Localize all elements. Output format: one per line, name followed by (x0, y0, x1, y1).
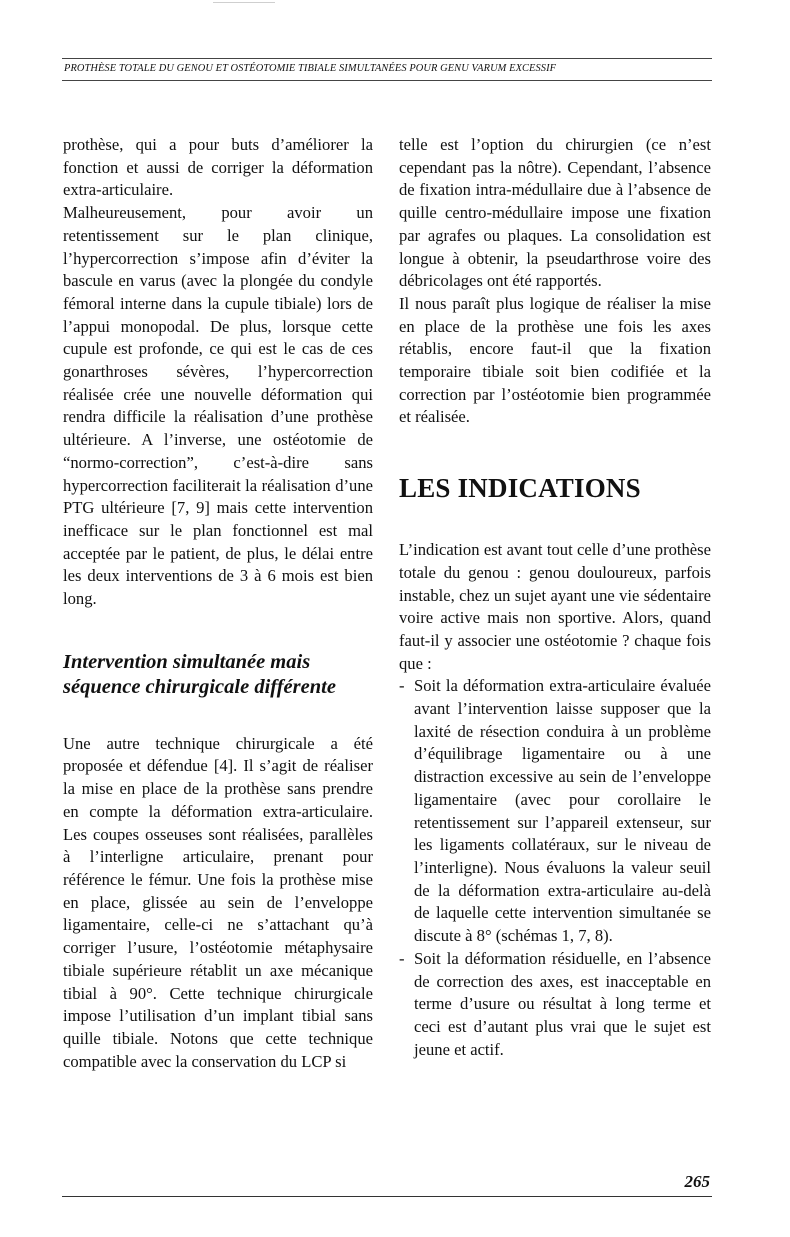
paragraph: L’indication est avant tout celle d’une prothèse totale du genou : genou douloureux, parfois instable, chez un sujet ayant une vie sédentaire voire active mais non sportive. Alors, quand faut-il y associer une ostéotomie ? chaque fois que : (399, 540, 711, 673)
paragraph: Il nous paraît plus logique de réaliser la mise en place de la prothèse une fois les axes rétablis, encore faut-il que la fixation temporaire tibiale soit bien codifiée et la correction par l’ostéotomie bien programmée et réalisée. (399, 293, 711, 427)
section-heading: LES INDICATIONS (399, 473, 641, 504)
running-head: PROTHÈSE TOTALE DU GENOU ET OSTÉOTOMIE TIBIALE SIMULTANÉES POUR GENU VARUM EXCESSIF (64, 63, 557, 74)
list-dash: - (399, 676, 405, 696)
header-rule-bottom (62, 80, 712, 81)
paragraph: telle est l’option du chirurgien (ce n’est cependant pas la nôtre). Cependant, l’absence de fixation intra-médullaire due à l’absence de quille centro-médullaire impose une fixation par agrafes ou plaques. La consolidation est longue à obtenir, la pseudarthrose voire des débricolages ont été rapportés. (399, 135, 711, 291)
scan-mark (213, 2, 275, 3)
list-dash: - (399, 948, 405, 968)
indication-list (399, 675, 711, 1061)
right-column (399, 134, 711, 1061)
footer-rule (62, 1196, 712, 1197)
paragraph: prothèse, qui a pour buts d’améliorer la fonction et aussi de corriger la déformation extra-articulaire. (63, 135, 373, 200)
paragraph: Malheureusement, pour avoir un retentissement sur le plan clinique, l’hypercorrection s’impose afin d’éviter la bascule en varus (avec la plongée du condyle fémoral interne dans la cupule tibiale) lors de l’appui monopodal. De plus, lorsque cette cupule est profonde, ce qui est le cas de ces gonarthroses sévères, l’hypercorrection réalisée crée une nouvelle déformation qui rendra difficile la réalisation d’une prothèse ultérieure. A l’inverse, une ostéotomie de “normo-correction”, c’est-à-dire sans hypercorrection faciliterait la réalisation d’une PTG ultérieure [7, 9] mais cette intervention inefficace sur le plan fonctionnel est mal acceptée par le patient, de plus, le délai entre les deux interventions de 3 à 6 mois est bien long. (63, 203, 373, 609)
list-item-text: Soit la déformation extra-articulaire évaluée avant l’intervention laisse supposer que la laxité de résection conduira à un problème d’équilibrage ligamentaire ou à une distraction excessive au sein de l’enveloppe ligamentaire (avec pour corollaire le retentissement sur l’appareil extenseur, sur les ligaments collatéraux, sur le niveau de l’interligne). Nous évaluons la valeur seuil de la déformation extra-articulaire au-delà de laquelle cette intervention simultanée se discute à 8° (schémas 1, 7, 8). (414, 676, 711, 946)
list-item (399, 948, 711, 1062)
list-item (399, 675, 711, 947)
header-rule-top (62, 58, 712, 59)
subsection-heading: Intervention simultanée mais séquence chirurgicale différente (63, 650, 336, 698)
page-number: 265 (684, 1172, 710, 1191)
left-column (63, 134, 373, 1073)
list-item-text: Soit la déformation résiduelle, en l’absence de correction des axes, est inacceptable en terme d’usure ou résultat à long terme et ceci est d’autant plus vrai que le sujet est jeune et actif. (414, 948, 711, 1059)
paragraph: Une autre technique chirurgicale a été proposée et défendue [4]. Il s’agit de réaliser la mise en place de la prothèse sans prendre en compte la déformation extra-articulaire. Les coupes osseuses sont réalisées, parallèles à l’interligne articulaire, prenant pour référence le fémur. Une fois la prothèse mise en place, glissée au sein de l’enveloppe ligamentaire, celle-ci ne s’attachant qu’à corriger l’usure, l’ostéotomie métaphysaire tibiale supérieure rétablit un axe mécanique tibial à 90°. Cette technique chirurgicale impose l’utilisation d’un implant tibial sans quille tibiale. Notons que cette technique compatible avec la conservation du LCP si (63, 733, 373, 1071)
